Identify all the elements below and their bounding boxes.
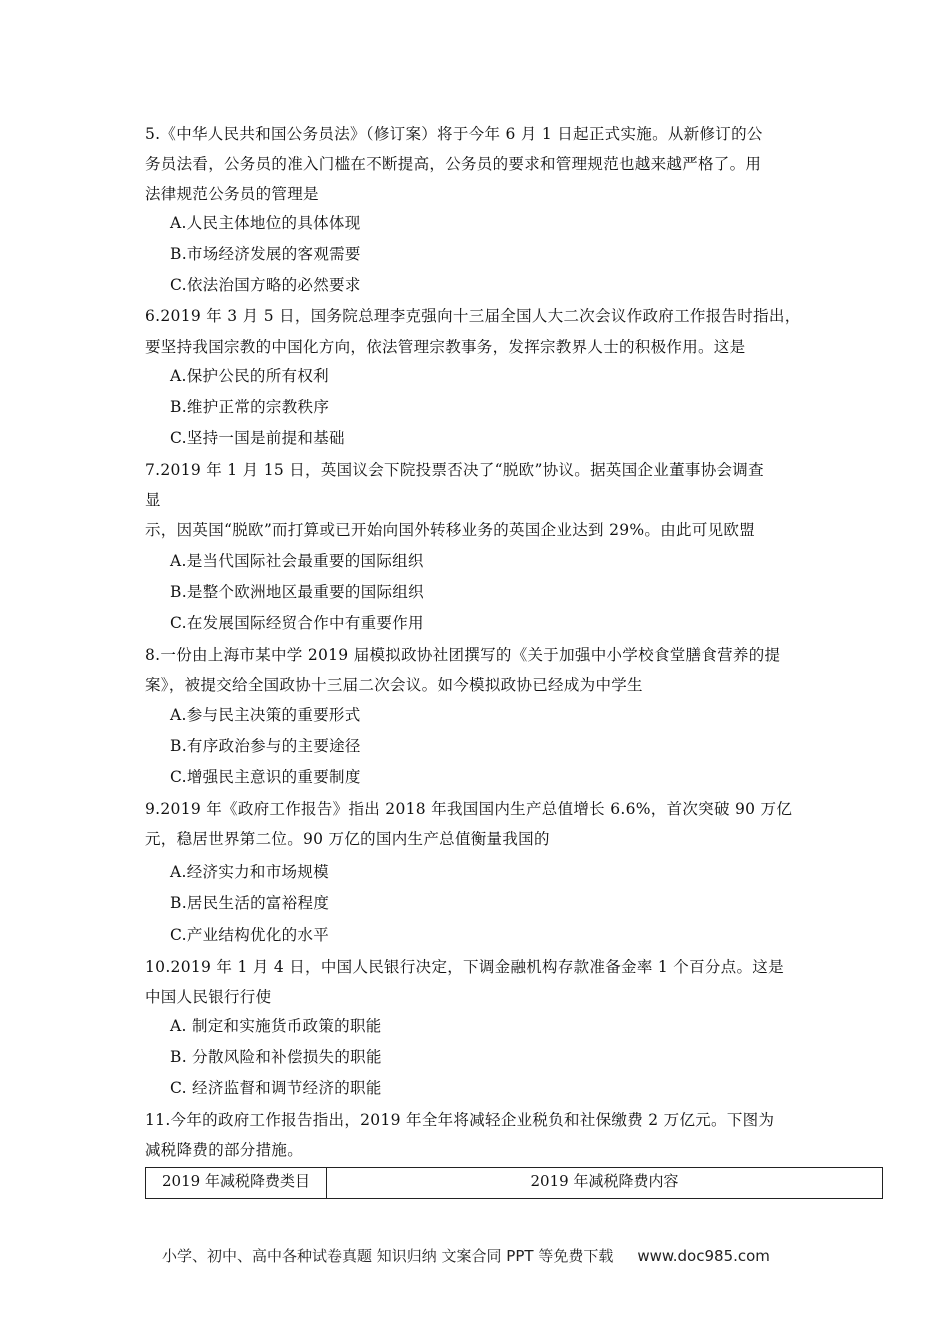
question-7-line-1: 7.2019 年 1 月 15 日，英国议会下院投票否决了“脱欧”协议。据英国企业董事协会调查 <box>145 461 764 479</box>
question-6-option-a: A.保护公民的所有权利 <box>170 367 329 385</box>
question-5-line-3: 法律规范公务员的管理是 <box>145 185 319 203</box>
question-8-line-1: 8.一份由上海市某中学 2019 届模拟政协社团撰写的《关于加强中小学校食堂膳食营养的提 <box>145 646 781 664</box>
tax-reduction-table <box>145 1167 883 1199</box>
question-7-option-b: B.是整个欧洲地区最重要的国际组织 <box>170 583 424 601</box>
question-9-line-1: 9.2019 年《政府工作报告》指出 2018 年我国国内生产总值增长 6.6%，首次突破 90 万亿 <box>145 800 793 818</box>
question-10-line-1: 10.2019 年 1 月 4 日，中国人民银行决定，下调金融机构存款准备金率 1 个百分点。这是 <box>145 958 784 976</box>
question-5-option-c: C.依法治国方略的必然要求 <box>170 276 361 294</box>
question-11-line-2: 减税降费的部分措施。 <box>145 1141 304 1159</box>
question-8-option-b: B.有序政治参与的主要途径 <box>170 737 361 755</box>
question-10-line-2: 中国人民银行行使 <box>145 988 272 1006</box>
question-7-option-c: C.在发展国际经贸合作中有重要作用 <box>170 614 424 632</box>
footer-text: 小学、初中、高中各种试卷真题 知识归纳 文案合同 PPT 等免费下载 <box>162 1247 614 1265</box>
table-header-category: 2019 年减税降费类目 <box>146 1168 327 1198</box>
question-5-line-1: 5.《中华人民共和国公务员法》（修订案）将于今年 6 月 1 日起正式实施。从新修订的公 <box>145 125 763 143</box>
question-7-option-a: A.是当代国际社会最重要的国际组织 <box>170 552 424 570</box>
question-10-option-c: C. 经济监督和调节经济的职能 <box>170 1079 382 1097</box>
question-9-option-b: B.居民生活的富裕程度 <box>170 894 330 912</box>
question-5-option-a: A.人民主体地位的具体体现 <box>170 214 361 232</box>
question-6-line-2: 要坚持我国宗教的中国化方向，依法管理宗教事务，发挥宗教界人士的积极作用。这是 <box>145 338 746 356</box>
page-footer <box>162 1246 770 1266</box>
question-6-option-b: B.维护正常的宗教秩序 <box>170 398 330 416</box>
question-6-option-c: C.坚持一国是前提和基础 <box>170 429 345 447</box>
table-header-content: 2019 年减税降费内容 <box>530 1172 679 1190</box>
question-9-line-2: 元，稳居世界第二位。90 万亿的国内生产总值衡量我国的 <box>145 830 550 848</box>
question-8-option-a: A.参与民主决策的重要形式 <box>170 706 361 724</box>
question-5-line-2: 务员法看，公务员的准入门槛在不断提高，公务员的要求和管理规范也越来越严格了。用 <box>145 155 762 173</box>
question-6-line-1: 6.2019 年 3 月 5 日，国务院总理李克强向十三届全国人大二次会议作政府工作报告时指出， <box>145 307 801 325</box>
question-11-line-1: 11.今年的政府工作报告指出，2019 年全年将减轻企业税负和社保缴费 2 万亿元。下图为 <box>145 1111 775 1129</box>
question-5-option-b: B.市场经济发展的客观需要 <box>170 245 361 263</box>
question-7-line-3: 示，因英国“脱欧”而打算或已开始向国外转移业务的英国企业达到 29%。由此可见欧盟 <box>145 521 756 539</box>
question-9-option-c: C.产业结构优化的水平 <box>170 926 330 944</box>
question-9-option-a: A.经济实力和市场规模 <box>170 863 329 881</box>
question-8-option-c: C.增强民主意识的重要制度 <box>170 768 361 786</box>
question-8-line-2: 案》，被提交给全国政协十三届二次会议。如今模拟政协已经成为中学生 <box>145 676 643 694</box>
footer-url: www.doc985.com <box>637 1247 770 1265</box>
question-7-line-2: 显 <box>145 491 161 509</box>
question-10-option-b: B. 分散风险和补偿损失的职能 <box>170 1048 382 1066</box>
question-10-option-a: A. 制定和实施货币政策的职能 <box>170 1017 382 1035</box>
